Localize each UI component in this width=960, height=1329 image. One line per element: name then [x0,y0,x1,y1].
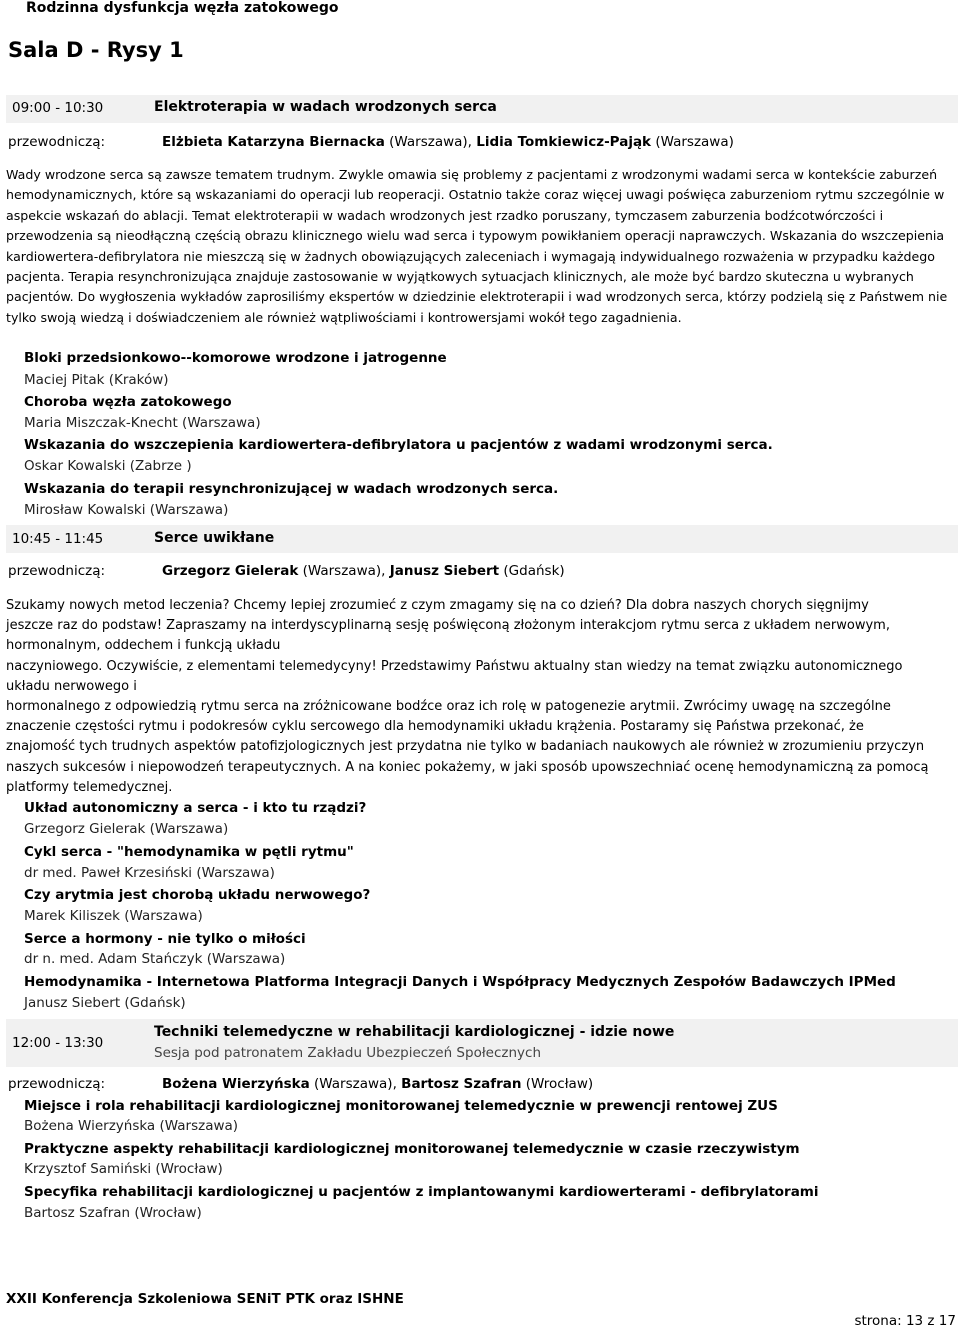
session-patron: Sesja pod patronatem Zakładu Ubezpieczeń Społecznych [154,1045,541,1061]
session-time: 09:00 - 10:30 [12,100,104,116]
lecture-author: Grzegorz Gielerak (Warszawa) [24,821,229,837]
chair-name: Grzegorz Gielerak [162,563,299,579]
lecture-title: Specyfika rehabilitacji kardiologicznej u pacjentów z implantowanymi kardiowerterami - defibrylatorami [24,1184,819,1200]
description-line: hormonalnego z odpowiedzią rytmu serca na zróżnicowane bodźce oraz ich rolę w patogenezie arytmii. Zwrócimy uwagę na szczególne [6,699,891,715]
lecture-title: Wskazania do terapii resynchronizującej w wadach wrodzonych serca. [24,481,559,497]
lecture-title: Serce a hormony - nie tylko o miłości [24,931,306,947]
session-title: Serce uwikłane [154,530,275,546]
lecture-title: Cykl serca - "hemodynamika w pętli rytmu" [24,844,354,860]
page-number: strona: 13 z 17 [854,1313,956,1329]
session-description [6,596,956,798]
lecture-title: Bloki przedsionkowo--komorowe wrodzone i jatrogenne [24,350,447,366]
lecture-author: Oskar Kowalski (Zabrze ) [24,458,192,474]
chairs-list [162,563,565,579]
lecture-author: Bożena Wierzyńska (Warszawa) [24,1118,239,1134]
description-line: naczyniowego. Oczywiście, z elementami telemedycyny! Przedstawimy Państwu aktualny stan wiedzy na temat związku autonomicznego [6,658,903,674]
chair-city: (Warszawa) [651,134,734,150]
lecture-author: Janusz Siebert (Gdańsk) [24,995,186,1011]
lecture-title: Choroba węzła zatokowego [24,394,232,410]
lecture-title: Układ autonomiczny a serca - i kto tu rządzi? [24,800,367,816]
lecture-author: dr n. med. Adam Stańczyk (Warszawa) [24,951,286,967]
description-line: znajomość tych trudnych aspektów patofizjologicznych jest przydatna nie tylko w badaniach naukowych ale również w zrozumieniu przyczyn [6,739,925,755]
chair-name: Bożena Wierzyńska [162,1076,310,1092]
chair-name: Janusz Siebert [389,563,500,579]
session-time: 12:00 - 13:30 [12,1035,104,1051]
chair-name: Lidia Tomkiewicz-Pająk [476,134,652,150]
chair-name: Bartosz Szafran [401,1076,522,1092]
session-header-band [6,525,958,553]
lecture-author: Marek Kiliszek (Warszawa) [24,908,203,924]
chairs-label: przewodniczą: [8,134,106,150]
session-time: 10:45 - 11:45 [12,531,104,547]
lecture-title: Praktyczne aspekty rehabilitacji kardiologicznej monitorowanej telemedycznie w czasie rzeczywistym [24,1141,800,1157]
description-line: układu nerwowego i [6,678,137,694]
lecture-author: Maria Miszczak-Knecht (Warszawa) [24,415,261,431]
description-line: hormonalnym, oddechem i funkcją układu [6,638,281,654]
lecture-title: Hemodynamika - Internetowa Platforma Integracji Danych i Współpracy Medycznych Zespołów Badawczych IPMed [24,974,896,990]
chair-city: (Warszawa), [309,1076,402,1092]
chair-city: (Warszawa), [298,563,390,579]
lecture-title: Miejsce i rola rehabilitacji kardiologicznej monitorowanej telemedycznie w prewencji rentowej ZUS [24,1098,778,1114]
chair-city: (Warszawa), [384,134,477,150]
session-title: Elektroterapia w wadach wrodzonych serca [154,99,497,115]
lecture-author: Krzysztof Samiński (Wrocław) [24,1161,223,1177]
description-line: Szukamy nowych metod leczenia? Chcemy lepiej zrozumieć z czym zmagamy się na co dzień? Dla dobra naszych chorych sięgnijmy [6,598,869,613]
chairs-list [162,134,734,150]
description-line: jeszcze raz do podstaw! Zapraszamy na interdyscyplinarną sesję poświęconą złożonym interakcjom rytmu serca z układem nerwowym, [6,618,890,634]
lecture-author: dr med. Paweł Krzesiński (Warszawa) [24,865,275,881]
chairs-label: przewodniczą: [8,1076,106,1092]
lecture-title: Czy arytmia jest chorobą układu nerwowego? [24,887,371,903]
lecture-title: Wskazania do wszczepienia kardiowertera-defibrylatora u pacjentów z wadami wrodzonymi serca. [24,437,773,453]
description-line: platformy telemedycznej. [6,779,173,795]
session-title: Techniki telemedyczne w rehabilitacji kardiologicznej - idzie nowe [154,1024,675,1040]
session-description: Wady wrodzone serca są zawsze tematem trudnym. Zwykle omawia się problemy z pacjentami z wrodzonymi wadami serca w kontekście zaburzeń hemodynamicznych, które są wskazaniami do operacji lub reoperacji. Ostatnio także coraz więcej uwagi poświęca zaburzeniom rytmu szczególnie w aspekcie wskazań do ablacji. Temat elektroterapii w wadach wrodzonych jest rzadko poruszany, tymczasem zaburzenia bodźcotwórczości i przewodzenia są nieodłączną częścią obrazu klinicznego wielu wad serca i typowym powikłaniem operacji naprawczych. Wskazania do wszczepienia kardiowertera-defibrylatora nie mieszczą się w żadnych obowiązujących zaleceniach i wymagają indywidualnego rozważenia w przypadku każdego pacjenta. Terapia resynchronizująca znajduje zastosowanie w wyjątkowych sytuacjach klinicznych, ale może być bardzo skuteczna u wybranych pacjentów. Do wygłoszenia wykładów zaprosiliśmy ekspertów w dziedzinie elektroterapii i wad wrodzonych serca, którzy podzielą się z Państwem nie tylko swoją wiedzą i doświadczeniem ale również wątpliwościami i kontrowersjami wokół tego zagadnienia. [6,167,948,325]
lecture-author: Bartosz Szafran (Wrocław) [24,1205,202,1221]
page-title: Sala D - Rysy 1 [8,38,184,62]
running-header: Rodzinna dysfunkcja węzła zatokowego [26,0,339,16]
lecture-author: Mirosław Kowalski (Warszawa) [24,502,229,518]
chair-name: Elżbieta Katarzyna Biernacka [162,134,385,150]
chairs-label: przewodniczą: [8,563,106,579]
description-line: naszych sukcesów i niepowodzeń terapeutycznych. A na koniec pokażemy, w jaki sposób upowszechniać ocenę hemodynamiczną za pomocą [6,759,929,775]
description-line: znaczenie częstości rytmu i podokresów cyklu sercowego dla hemodynamiki układu krążenia. Postaramy się Państwa przekonać, że [6,719,864,735]
chair-city: (Wrocław) [521,1076,594,1092]
lecture-author: Maciej Pitak (Kraków) [24,372,169,388]
chairs-list [162,1076,593,1092]
chair-city: (Gdańsk) [499,563,565,579]
footer-conference: XXII Konferencja Szkoleniowa SENiT PTK oraz ISHNE [6,1291,404,1307]
